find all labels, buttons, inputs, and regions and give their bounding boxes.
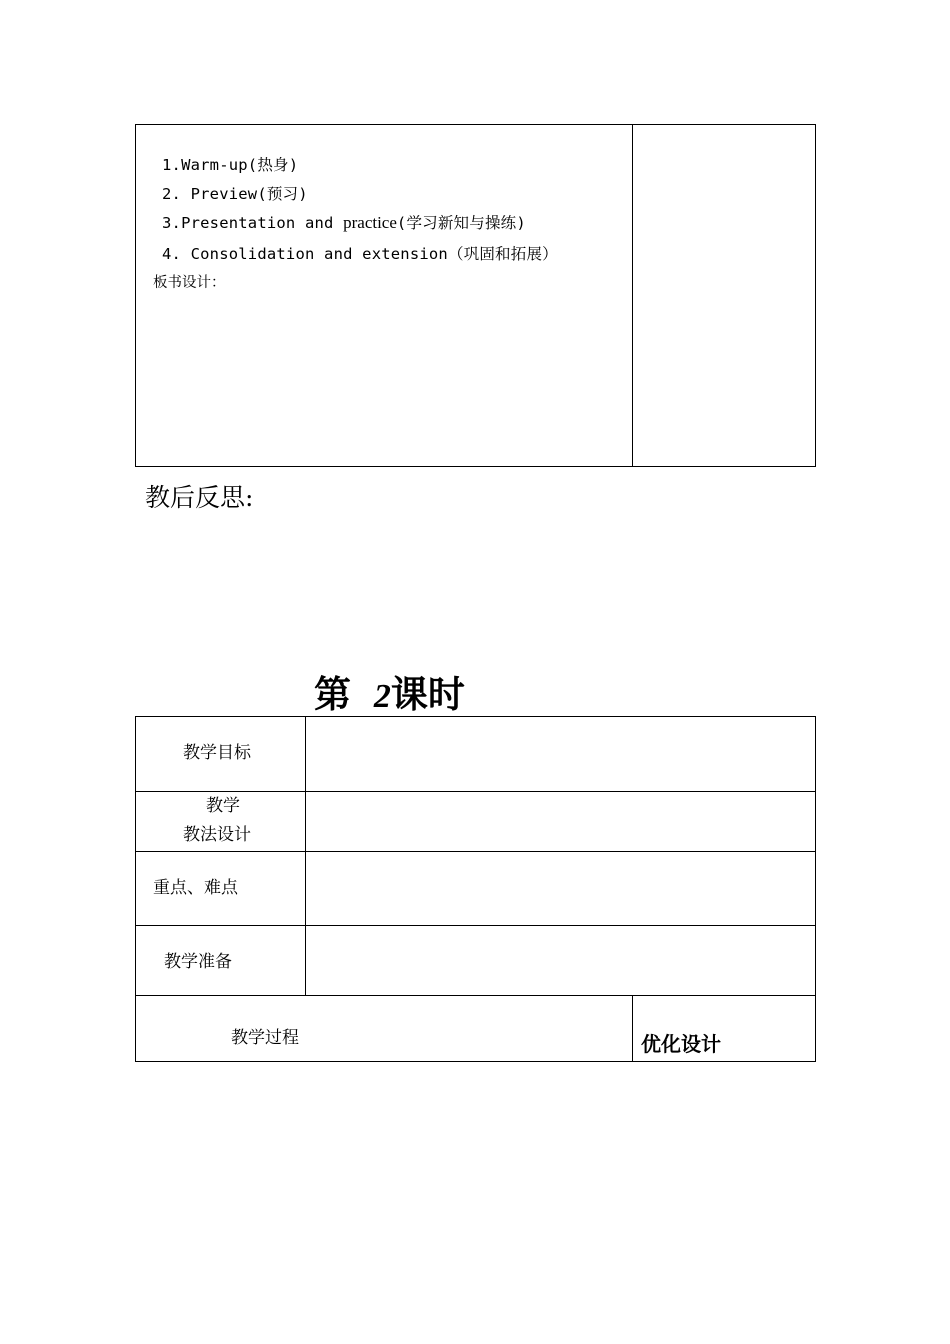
step-presentation bbox=[162, 211, 526, 233]
optimized-design-label: 优化设计 bbox=[641, 1032, 721, 1056]
reflection-label: 教后反思: bbox=[145, 483, 254, 512]
teaching-process-label: 教学过程 bbox=[231, 1028, 299, 1048]
teaching-goals-label: 教学目标 bbox=[183, 743, 251, 763]
lesson-title-suffix: 课时 bbox=[390, 673, 465, 716]
lesson-table-row-line-4 bbox=[135, 995, 816, 996]
teaching-method-label-line2: 教法设计 bbox=[183, 825, 251, 845]
key-difficult-points-label: 重点、难点 bbox=[153, 878, 238, 898]
lesson-table-row-line-2 bbox=[135, 851, 816, 852]
lesson-title-number: 2 bbox=[373, 678, 391, 715]
lesson-title bbox=[314, 664, 465, 718]
teaching-preparation-label: 教学准备 bbox=[164, 952, 232, 972]
top-table-divider bbox=[632, 124, 633, 467]
lesson-title-prefix: 第 bbox=[314, 673, 351, 716]
lesson-table-label-divider bbox=[305, 716, 306, 996]
step-presentation-tail: (学习新知与操练) bbox=[396, 214, 526, 232]
step-preview: 2. Preview(预习) bbox=[162, 185, 308, 203]
lesson-table-row-line-3 bbox=[135, 925, 816, 926]
step-warm-up: 1.Warm-up(热身) bbox=[162, 156, 299, 174]
step-consolidation: 4. Consolidation and extension（巩固和拓展） bbox=[162, 245, 558, 263]
step-presentation-practice: practice bbox=[343, 213, 397, 232]
board-design-label: 板书设计： bbox=[153, 275, 226, 291]
lesson-table-process-divider bbox=[632, 995, 633, 1062]
teaching-method-label-line1: 教学 bbox=[206, 796, 240, 816]
top-lesson-table bbox=[135, 124, 816, 467]
step-presentation-lead: 3.Presentation and bbox=[162, 214, 344, 232]
